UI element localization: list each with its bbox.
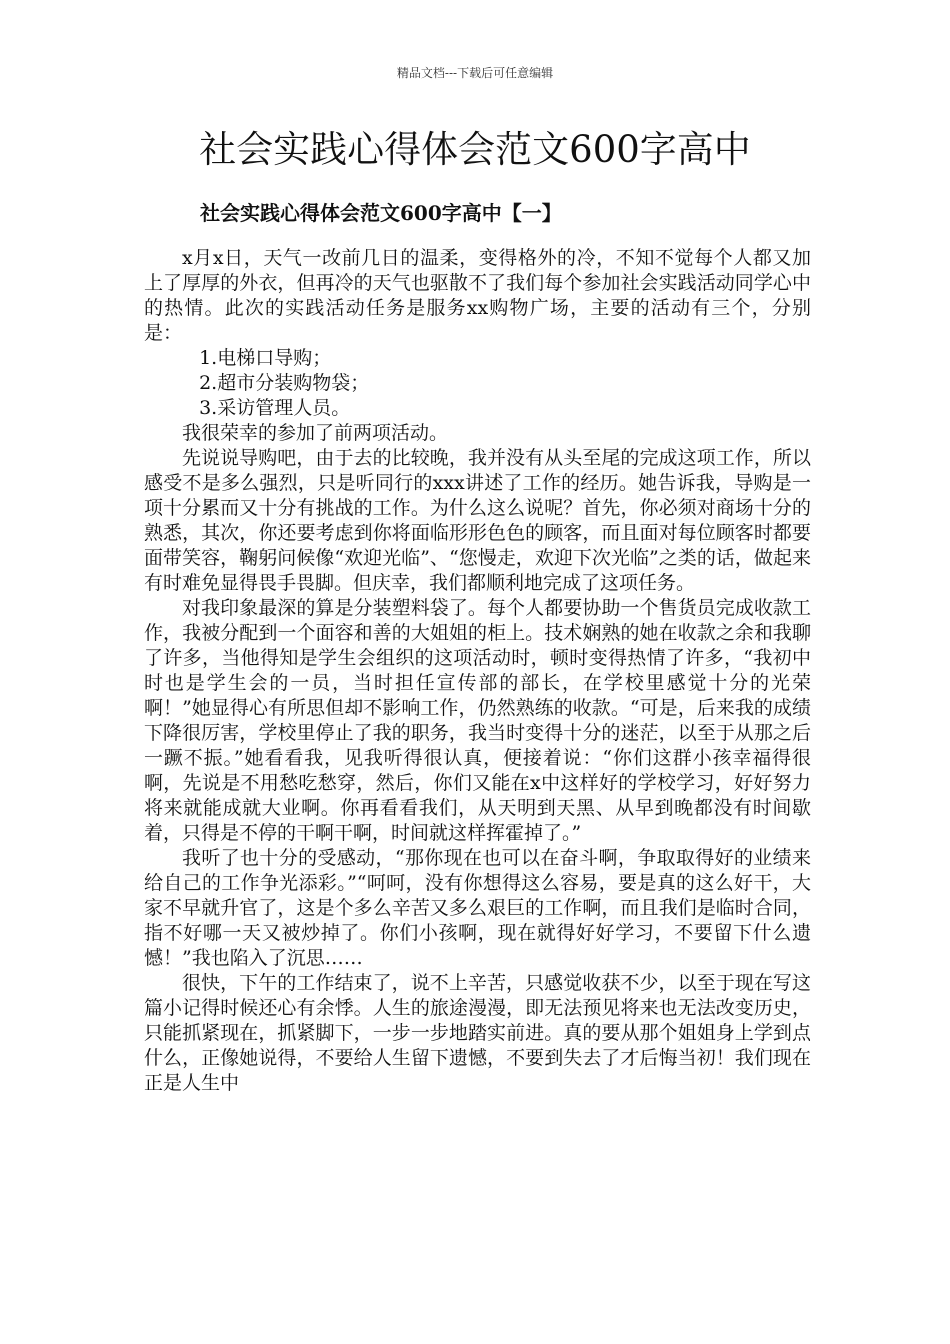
paragraph-guide: 先说说导购吧，由于去的比较晚，我并没有从头至尾的完成这项工作，所以感受不是多么强烈，只是听同行的xxx讲述了工作的经历。她告诉我，导购是一项十分累而又十分有挑战的工作。为什么这么说呢？首先，你必须对商场十分的熟悉，其次，你还要考虑到你将面临形形色色的顾客，而且面对每位顾客时都要面带笑容，鞠躬问候像“欢迎光临”、“您慢走，欢迎下次光临”之类的话，做起来有时难免显得畏手畏脚。但庆幸，我们都顺利地完成了这项任务。 [144,447,811,594]
paragraph-bagging: 对我印象最深的算是分装塑料袋了。每个人都要协助一个售货员完成收款工作，我被分配到一个面容和善的大姐姐的柜上。技术娴熟的她在收款之余和我聊了许多，当他得知是学生会组织的这项活动时，顿时变得热情了许多，“我初中时也是学生会的一员，当时担任宣传部的部长，在学校里感觉十分的光荣啊！”她显得心有所思但却不影响工作，仍然熟练的收款。“可是，后来我的成绩下降很厉害，学校里停止了我的职务，我当时变得十分的迷茫，以至于从那之后一蹶不振。”她看看我，见我听得很认真，便接着说：“你们这群小孩幸福得很啊，先说是不用愁吃愁穿，然后，你们又能在x中这样好的学校学习，好好努力将来就能成就大业啊。你再看看我们，从天明到天黑、从早到晚都没有时间歇着，只得是不停的干啊干啊，时间就这样挥霍掉了。” [144,597,811,844]
paragraph-conclusion: 很快，下午的工作结束了，说不上辛苦，只感觉收获不少，以至于现在写这篇小记得时候还心有余悸。人生的旅途漫漫，即无法预见将来也无法改变历史，只能抓紧现在，抓紧脚下，一步一步地踏实前进。真的要从那个姐姐身上学到点什么，正像她说得，不要给人生留下遗憾，不要到失去了才后悔当初！我们现在正是人生中 [144,972,811,1094]
header-note: 精品文档---下载后可任意编辑 [396,66,554,80]
paragraph-participation: 我很荣幸的参加了前两项活动。 [182,422,449,444]
document-title: 社会实践心得体会范文600字高中 [199,128,751,171]
document-body [144,246,811,1096]
list-item-2: 2.超市分装购物袋； [199,372,370,394]
list-item-1: 1.电梯口导购； [199,347,332,369]
list-item-3: 3.采访管理人员。 [199,397,351,419]
paragraph-reflection: 我听了也十分的受感动，“那你现在也可以在奋斗啊，争取取得好的业绩来给自己的工作争光添彩。”“呵呵，没有你想得这么容易，要是真的这么好干，大家不早就升官了，这是个多么辛苦又多么艰巨的工作啊，而且我们是临时合同，指不好哪一天又被炒掉了。你们小孩啊，现在就得好好学习，不要留下什么遗憾！”我也陷入了沉思…… [144,847,811,969]
paragraph-intro: x月x日，天气一改前几日的温柔，变得格外的冷，不知不觉每个人都又加上了厚厚的外衣，但再冷的天气也驱散不了我们每个参加社会实践活动同学心中的热情。此次的实践活动任务是服务xx购物广场，主要的活动有三个，分别是： [144,247,811,344]
section-heading: 社会实践心得体会范文600字高中【一】 [200,201,562,225]
